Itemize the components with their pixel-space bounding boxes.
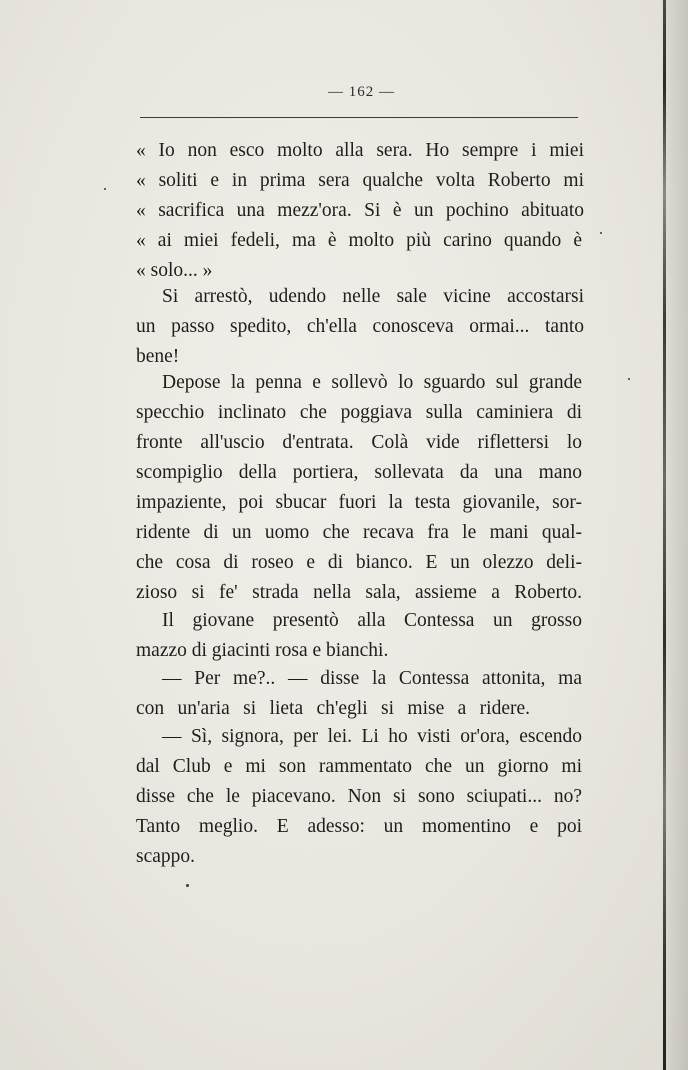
text-line: Tanto meglio. E adesso: un momentino e poi [136,816,582,837]
text-line: Si arrestò, udendo nelle sale vicine accostarsi [162,286,584,307]
text-line: mazzo di giacinti rosa e bianchi. [136,640,389,661]
text-line: fronte all'uscio d'entrata. Colà vide riflettersi lo [136,432,582,453]
text-line: specchio inclinato che poggiava sulla caminiera di [136,402,582,423]
text-line: bene! [136,346,180,367]
text-line: scappo. [136,846,196,867]
text-line: con un'aria si lieta ch'egli si mise a ridere. [136,698,530,719]
text-line: « sacrifica una mezz'ora. Si è un pochino abituato [136,200,584,221]
text-line: che cosa di roseo e di bianco. E un olezzo deli- [136,552,582,573]
text-line: disse che le piacevano. Non si sono sciupati... no? [136,786,582,807]
text-line: zioso si fe' strada nella sala, assieme a Roberto. [136,582,582,603]
text-line: « soliti e in prima sera qualche volta Roberto mi [136,170,584,191]
text-line: impaziente, poi sbucar fuori la testa giovanile, sor- [136,492,582,513]
ink-speck [186,884,189,887]
text-line: Depose la penna e sollevò lo sguardo sul grande [162,372,582,393]
page-number: — 162 — [328,84,395,100]
ink-speck [600,232,602,234]
text-line: « ai miei fedeli, ma è molto più carino quando è [136,230,582,251]
text-line: ridente di un uomo che recava fra le mani qual- [136,522,582,543]
ink-speck [628,378,630,380]
binding-edge [663,0,666,1070]
text-line: Il giovane presentò alla Contessa un grosso [162,610,582,631]
ink-speck [104,188,106,190]
text-line: dal Club e mi son rammentato che un giorno mi [136,756,582,777]
text-line: un passo spedito, ch'ella conosceva ormai... tanto [136,316,584,337]
text-line: scompiglio della portiera, sollevata da una mano [136,462,582,483]
text-line: — Per me?.. — disse la Contessa attonita, ma [162,668,582,689]
text-line: « solo... » [136,260,213,281]
text-line: « Io non esco molto alla sera. Ho sempre i miei [136,140,584,161]
text-line: — Sì, signora, per lei. Li ho visti or'ora, escendo [162,726,582,747]
header-rule [140,117,578,118]
